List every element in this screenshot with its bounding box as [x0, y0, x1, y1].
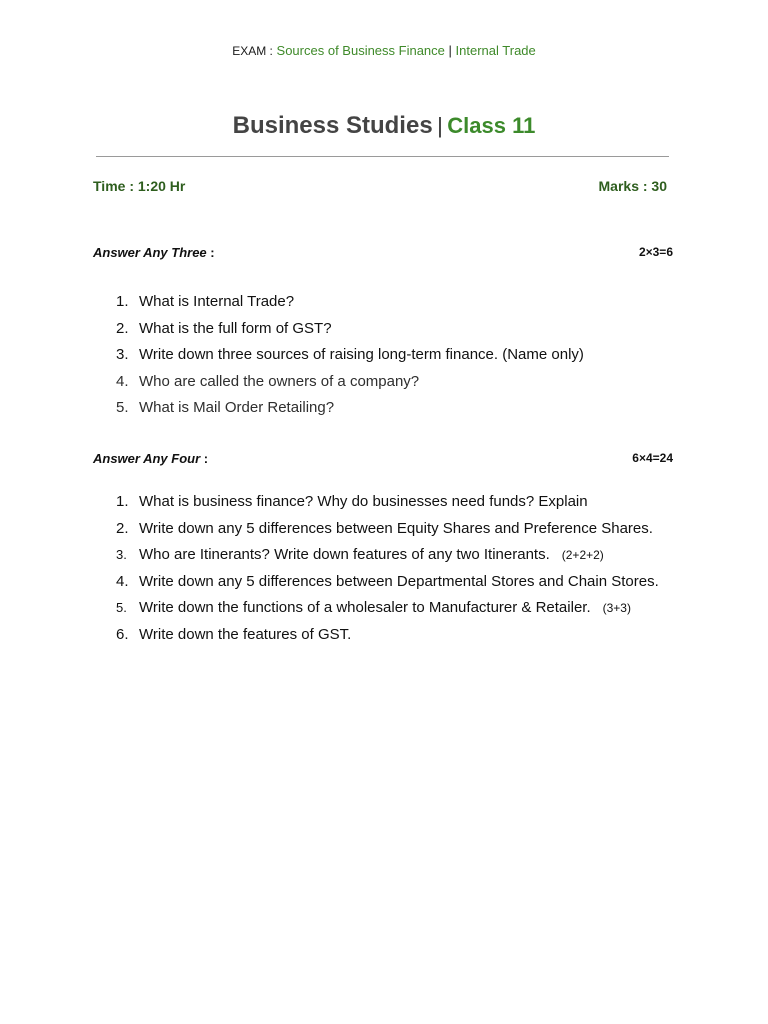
- question-item: [110, 369, 690, 396]
- question-number: 5.: [116, 600, 127, 615]
- page-title: [0, 112, 768, 140]
- question-item: [110, 516, 690, 543]
- question-item: [110, 489, 690, 516]
- section-b-question-list: [110, 489, 690, 648]
- section-b-marks: 6×4=24: [632, 451, 673, 465]
- question-text: What is business finance? Why do businesses need funds? Explain: [139, 493, 588, 510]
- section-a-colon: :: [206, 245, 215, 260]
- section-b-colon: :: [200, 451, 209, 466]
- question-text: Who are called the owners of a company?: [139, 372, 420, 390]
- question-number: 3.: [116, 547, 127, 562]
- exam-divider: |: [448, 43, 452, 58]
- question-number: 4.: [116, 572, 129, 590]
- title-divider: |: [437, 113, 443, 138]
- question-number: 2.: [116, 319, 129, 337]
- marks-label: Marks : 30: [598, 178, 667, 194]
- exam-header: [0, 43, 768, 58]
- section-b-heading: [93, 451, 673, 466]
- question-text: Write down any 5 differences between Departmental Stores and Chain Stores.: [139, 572, 659, 590]
- question-marks: (3+3): [602, 601, 631, 615]
- question-text: Write down any 5 differences between Equity Shares and Preference Shares.: [139, 519, 653, 537]
- question-number: 6.: [116, 625, 129, 643]
- section-a-question-list: [110, 289, 690, 422]
- question-item: [110, 595, 690, 622]
- section-a-marks: 2×3=6: [638, 245, 673, 259]
- title-subject: Business Studies: [232, 112, 433, 139]
- question-text: What is the full form of GST?: [139, 319, 332, 337]
- exam-label: EXAM :: [232, 44, 273, 58]
- question-text: Write down the functions of a wholesaler to Manufacturer & Retailer.: [139, 599, 591, 616]
- title-divider-rule: [96, 156, 669, 157]
- question-number: 4.: [116, 372, 129, 390]
- question-item: [110, 395, 690, 422]
- question-text: Write down three sources of raising long-term finance. (Name only): [139, 346, 584, 363]
- question-number: 5.: [116, 399, 129, 416]
- question-item: [110, 342, 690, 369]
- question-text: Who are Itinerants? Write down features of any two Itinerants.: [139, 546, 550, 563]
- question-number: 3.: [116, 346, 129, 363]
- section-a-label: Answer Any Three: [93, 245, 207, 260]
- time-label: Time : 1:20 Hr: [93, 178, 186, 194]
- question-item: [110, 289, 690, 316]
- question-item: [110, 542, 690, 569]
- question-number: 1.: [116, 293, 129, 310]
- question-text: What is Internal Trade?: [139, 293, 295, 310]
- question-number: 2.: [116, 519, 129, 537]
- exam-topic-2: Internal Trade: [455, 43, 536, 58]
- question-item: [110, 569, 690, 596]
- exam-topic-1: Sources of Business Finance: [276, 43, 445, 58]
- question-item: [110, 316, 690, 343]
- question-number: 1.: [116, 493, 129, 510]
- question-marks: (2+2+2): [561, 548, 604, 562]
- section-b-label: Answer Any Four: [93, 451, 201, 466]
- section-a-heading: [93, 245, 673, 260]
- question-text: What is Mail Order Retailing?: [139, 399, 335, 416]
- title-class: Class 11: [447, 113, 536, 138]
- question-text: Write down the features of GST.: [139, 625, 352, 643]
- question-item: [110, 622, 690, 649]
